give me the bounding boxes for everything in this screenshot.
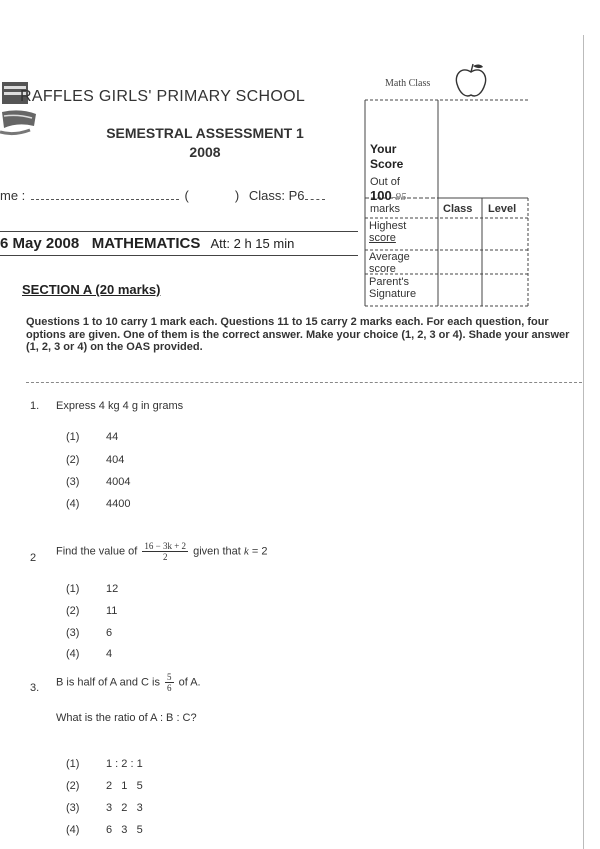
average-score-label: Average score bbox=[369, 251, 410, 275]
question-2-option-4: (4) 4 bbox=[66, 648, 113, 660]
class-column-header: Class bbox=[443, 203, 473, 215]
math-class-label: Math Class bbox=[385, 78, 431, 89]
question-3-option-3: (3) 3 2 3 bbox=[66, 802, 143, 814]
level-column-header: Level bbox=[488, 203, 517, 215]
school-name: RAFFLES GIRLS' PRIMARY SCHOOL bbox=[20, 88, 306, 105]
question-3-subtext: What is the ratio of A : B : C? bbox=[56, 712, 197, 724]
section-title: SECTION A (20 marks) bbox=[22, 282, 161, 297]
question-2-number: 2 bbox=[30, 552, 37, 564]
out-of-label: Out of bbox=[370, 176, 400, 188]
question-3-number: 3. bbox=[30, 682, 40, 694]
handwritten-score: 95 bbox=[395, 191, 407, 203]
instructions-divider bbox=[26, 382, 582, 383]
question-3-fraction: $\frac{5}{6}$ bbox=[167, 672, 172, 693]
question-2-option-1: (1) 12 bbox=[66, 583, 119, 595]
date-subject-line bbox=[0, 235, 294, 252]
instructions: Questions 1 to 10 carry 1 mark each. Questions 11 to 15 carry 2 marks each. For each question, four options are given. One of them is the correct answer. Make your choice (1, 2, 3 or 4). Shade your answer (1, 2, 3 or 4) on the OAS provided. bbox=[26, 316, 570, 353]
question-3-option-1: (1) 1 : 2 : 1 bbox=[66, 758, 143, 770]
question-2-text: Find the value of $\frac{16 - 3k + 2}{2}$ given that k = 2 bbox=[56, 541, 268, 562]
question-2-fraction: $\frac{16 - 3k + 2}{2}$ bbox=[144, 541, 187, 562]
your-score-label: Your Score bbox=[370, 142, 404, 171]
date-subject: 6 May 2008 MATHEMATICS bbox=[0, 235, 201, 252]
header-rule-bottom bbox=[0, 255, 358, 256]
duration: Att: 2 h 15 min bbox=[210, 236, 295, 251]
class-label: Class: P6 bbox=[248, 188, 305, 203]
name-line: me : ( ) Class: P6 bbox=[0, 188, 325, 203]
question-2-option-3: (3) 6 bbox=[66, 627, 113, 639]
marks-label: marks bbox=[370, 203, 400, 215]
question-1-option-3: (3) 4004 bbox=[66, 476, 131, 488]
class-field[interactable] bbox=[305, 199, 325, 200]
page-edge-line bbox=[583, 35, 584, 849]
name-label: me : bbox=[0, 188, 26, 203]
question-3-text: B is half of A and C is $\frac{5}{6}$ of A. bbox=[56, 672, 201, 693]
question-1-number: 1. bbox=[30, 400, 40, 412]
assessment-title: SEMESTRAL ASSESSMENT 1 bbox=[106, 125, 304, 141]
apple-icon bbox=[452, 62, 490, 100]
question-3-option-2: (2) 2 1 5 bbox=[66, 780, 143, 792]
question-1-option-2: (2) 404 bbox=[66, 454, 125, 466]
total-marks: 100-95 bbox=[370, 188, 407, 203]
parent-signature-label: Parent's Signature bbox=[369, 276, 417, 300]
assessment-year: 2008 bbox=[189, 144, 221, 160]
highest-score-label: Highest score bbox=[369, 220, 407, 244]
question-3-option-4: (4) 6 3 5 bbox=[66, 824, 143, 836]
question-1-text: Express 4 kg 4 g in grams bbox=[56, 400, 184, 412]
question-1-option-4: (4) 4400 bbox=[66, 498, 131, 510]
name-field[interactable] bbox=[31, 199, 179, 200]
question-1-option-1: (1) 44 bbox=[66, 431, 119, 443]
question-2-option-2: (2) 11 bbox=[66, 605, 118, 617]
header-rule-top bbox=[0, 231, 358, 232]
